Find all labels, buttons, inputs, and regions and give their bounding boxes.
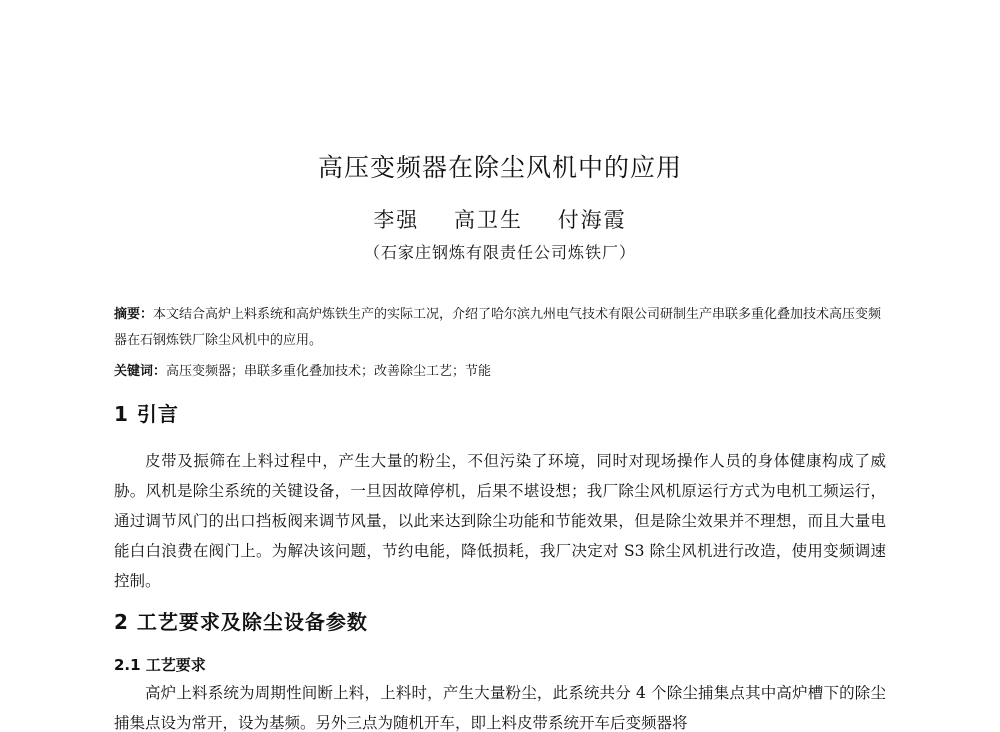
- introduction-paragraph: 皮带及振筛在上料过程中，产生大量的粉尘，不但污染了环境，同时对现场操作人员的身体健康构成了威胁。风机是除尘系统的关键设备，一旦因故障停机，后果不堪设想；我厂除尘风机原运行方式为电机工频运行，通过调节风门的出口挡板阀来调节风量，以此来达到除尘功能和节能效果，但是除尘效果并不理想，而且大量电能白白浪费在阀门上。为解决该问题，节约电能，降低损耗，我厂决定对 S3 除尘风机进行改造，使用变频调速控制。: [114, 452, 886, 590]
- section-heading-requirements: 2 工艺要求及除尘设备参数: [114, 610, 368, 634]
- subsection-heading-process: 2.1 工艺要求: [114, 656, 206, 674]
- author-name: 付海霞: [557, 208, 627, 232]
- author-name: 李强: [373, 208, 420, 232]
- abstract-text: 本文结合高炉上料系统和高炉炼铁生产的实际工况，介绍了哈尔滨九州电气技术有限公司研制生产串联多重化叠加技术高压变频器在石钢炼铁厂除尘风机中的应用。: [114, 307, 882, 348]
- abstract: [114, 302, 886, 354]
- keywords-label: 关键词：: [114, 364, 167, 379]
- paper-title: 高压变频器在除尘风机中的应用: [317, 153, 682, 182]
- affiliation: （石家庄钢炼有限责任公司炼铁厂）: [363, 243, 636, 262]
- process-paragraph: 高炉上料系统为周期性间断上料，上料时，产生大量粉尘，此系统共分 4 个除尘捕集点其中高炉槽下的除尘捕集点设为常开，设为基频。另外三点为随机开车，即上料皮带系统开车后变频器将: [114, 684, 886, 732]
- abstract-label: 摘要：: [114, 307, 154, 322]
- author-list: [0, 204, 1000, 234]
- keywords-text: 高压变频器；串联多重化叠加技术；改善除尘工艺；节能: [166, 364, 492, 379]
- author-name: 高卫生: [454, 208, 523, 232]
- section-heading-introduction: 1 引言: [114, 402, 179, 426]
- keywords: [114, 360, 886, 384]
